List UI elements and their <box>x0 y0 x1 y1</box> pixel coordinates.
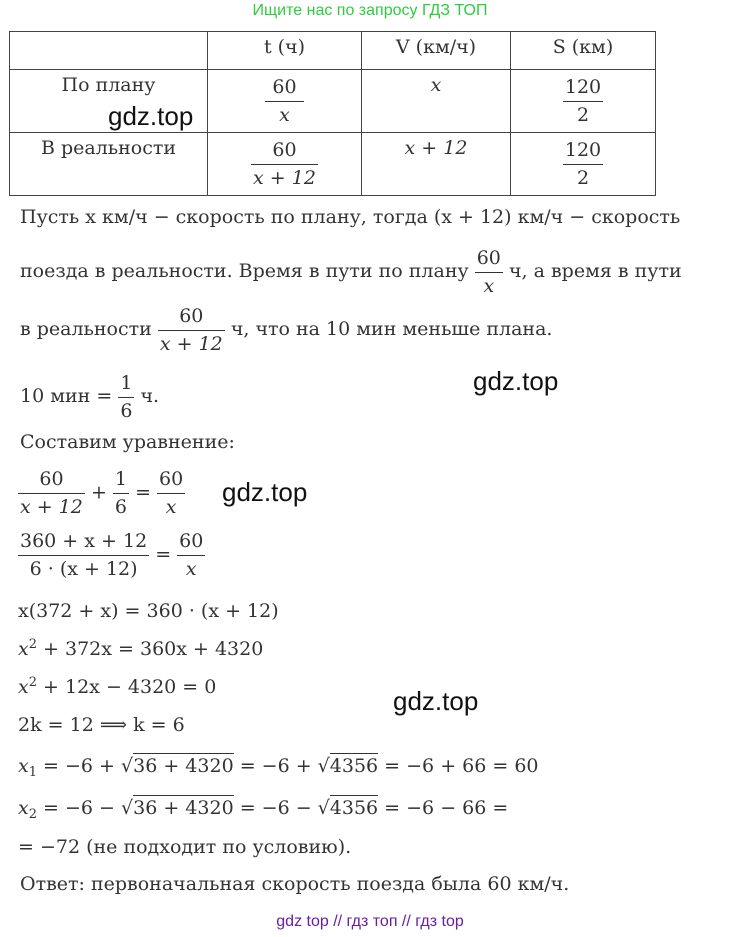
exponent: 2 <box>28 675 37 690</box>
numerator: 60 <box>272 139 297 161</box>
subscript: 2 <box>28 807 37 822</box>
denominator: x + 12 <box>251 164 318 192</box>
solution-paragraph-1: Пусть x км/ч − скорость по плану, тогда (x + 12) км/ч − скорость <box>20 206 681 228</box>
paragraph-text: ч. <box>140 385 160 407</box>
expression: = −6 + <box>233 755 318 777</box>
table-row <box>10 70 656 133</box>
numerator: 60 <box>272 76 297 98</box>
numerator: 1 <box>114 468 128 490</box>
paragraph-text: 10 мин = <box>20 385 113 407</box>
numerator: 360 + x + 12 <box>20 530 148 552</box>
header-empty <box>10 32 208 70</box>
distance-fraction <box>563 74 603 129</box>
distance-fraction <box>563 137 603 192</box>
radicand: 36 + 4320 <box>133 755 234 777</box>
paragraph-text: в реальности <box>20 318 152 340</box>
row-label: По плану <box>10 70 208 133</box>
variable: x <box>18 676 29 698</box>
denominator: 6 <box>118 397 134 425</box>
numerator: 1 <box>120 371 133 394</box>
fraction <box>177 528 205 583</box>
time-fraction <box>265 74 304 129</box>
paragraph-text: ч, что на 10 мин меньше плана. <box>230 318 553 340</box>
time-fraction <box>251 137 318 192</box>
variable: x <box>18 638 29 660</box>
watermark: gdz.top <box>108 101 194 131</box>
header-time: t (ч) <box>208 32 362 70</box>
denominator: x <box>157 493 185 521</box>
solution-paragraph-5: Составим уравнение: <box>20 431 235 453</box>
equation-9: = −72 (не подходит по условию). <box>18 836 352 858</box>
table-row <box>10 133 656 196</box>
fraction <box>18 466 85 521</box>
sqrt-icon: √ <box>317 755 330 777</box>
equation-7 <box>18 753 539 779</box>
solution-paragraph-3 <box>20 301 552 358</box>
header-distance: S (км) <box>511 32 656 70</box>
watermark: gdz.top <box>222 477 308 507</box>
denominator: 6 · (x + 12) <box>18 555 149 583</box>
equation-2: $\frac{360 + x + 12}{6 \cdot (x + 12)}$ = $\frac{60}{x}$ <box>18 528 205 583</box>
denominator: 2 <box>563 101 603 129</box>
equation-4 <box>18 636 263 662</box>
plan-time-fraction <box>475 245 503 300</box>
expression: = −6 + <box>37 755 122 777</box>
fraction <box>113 466 129 521</box>
solution-paragraph-2 <box>20 243 682 300</box>
variable: x <box>18 797 29 819</box>
exponent: 2 <box>28 637 37 652</box>
equation-5 <box>18 674 216 700</box>
expression: = −6 − <box>233 797 318 819</box>
denominator: x + 12 <box>18 493 85 521</box>
header-speed: V (км/ч) <box>362 32 511 70</box>
denominator: 2 <box>563 164 603 192</box>
numerator: 120 <box>564 139 602 161</box>
subscript: 1 <box>28 765 37 780</box>
fraction <box>18 528 149 583</box>
footer-links[interactable]: gdz top // гдз топ // гдз top <box>276 913 464 930</box>
row-label: В реальности <box>10 133 208 196</box>
expression: = −6 + 66 = 60 <box>378 755 539 777</box>
denominator: x <box>265 101 304 129</box>
expression: = −6 − 66 = <box>378 797 509 819</box>
denominator: 6 <box>113 493 129 521</box>
equation-6: 2k = 12 ⟹ k = 6 <box>18 714 185 736</box>
top-banner[interactable]: Ищите нас по запросу ГДЗ ТОП <box>252 2 488 19</box>
real-time-fraction <box>158 303 225 358</box>
numerator: 60 <box>476 246 501 269</box>
watermark: gdz.top <box>473 366 559 396</box>
sqrt-icon: √ <box>317 797 330 819</box>
expression: + 12x − 4320 = 0 <box>43 676 217 698</box>
equation-8 <box>18 795 508 821</box>
watermark: gdz.top <box>393 686 479 716</box>
expression: = −6 − <box>37 797 122 819</box>
distance-cell <box>511 70 656 133</box>
denominator: x <box>177 555 205 583</box>
equation-3: x(372 + x) = 360 · (x + 12) <box>18 600 279 622</box>
radicand: 4356 <box>329 755 379 777</box>
speed-cell: x <box>362 70 511 133</box>
numerator: 60 <box>39 468 64 490</box>
variable: x <box>18 755 29 777</box>
paragraph-text: поезда в реальности. Время в пути по плану <box>20 260 469 282</box>
distance-cell <box>511 133 656 196</box>
table-header-row <box>10 32 656 70</box>
one-sixth-fraction <box>118 370 134 425</box>
sqrt-icon: √ <box>121 797 134 819</box>
numerator: 60 <box>179 530 204 552</box>
numerator: 60 <box>159 468 184 490</box>
data-table <box>9 31 656 196</box>
denominator: x + 12 <box>158 330 225 358</box>
minutes-conversion <box>20 368 159 425</box>
answer: Ответ: первоначальная скорость поезда была 60 км/ч. <box>20 873 570 895</box>
speed-cell: x + 12 <box>362 133 511 196</box>
equation-1: $\frac{60}{x + 12}$ + $\frac{1}{6}$ = $\frac{60}{x}$ <box>18 466 185 521</box>
numerator: 60 <box>179 304 204 327</box>
radicand: 4356 <box>329 797 379 819</box>
paragraph-text: ч, а время в пути <box>508 260 682 282</box>
time-cell <box>208 133 362 196</box>
time-cell <box>208 70 362 133</box>
fraction <box>157 466 185 521</box>
sqrt-icon: √ <box>121 755 134 777</box>
numerator: 120 <box>564 76 602 98</box>
denominator: x <box>475 272 503 300</box>
expression: + 372x = 360x + 4320 <box>43 638 264 660</box>
radicand: 36 + 4320 <box>133 797 234 819</box>
